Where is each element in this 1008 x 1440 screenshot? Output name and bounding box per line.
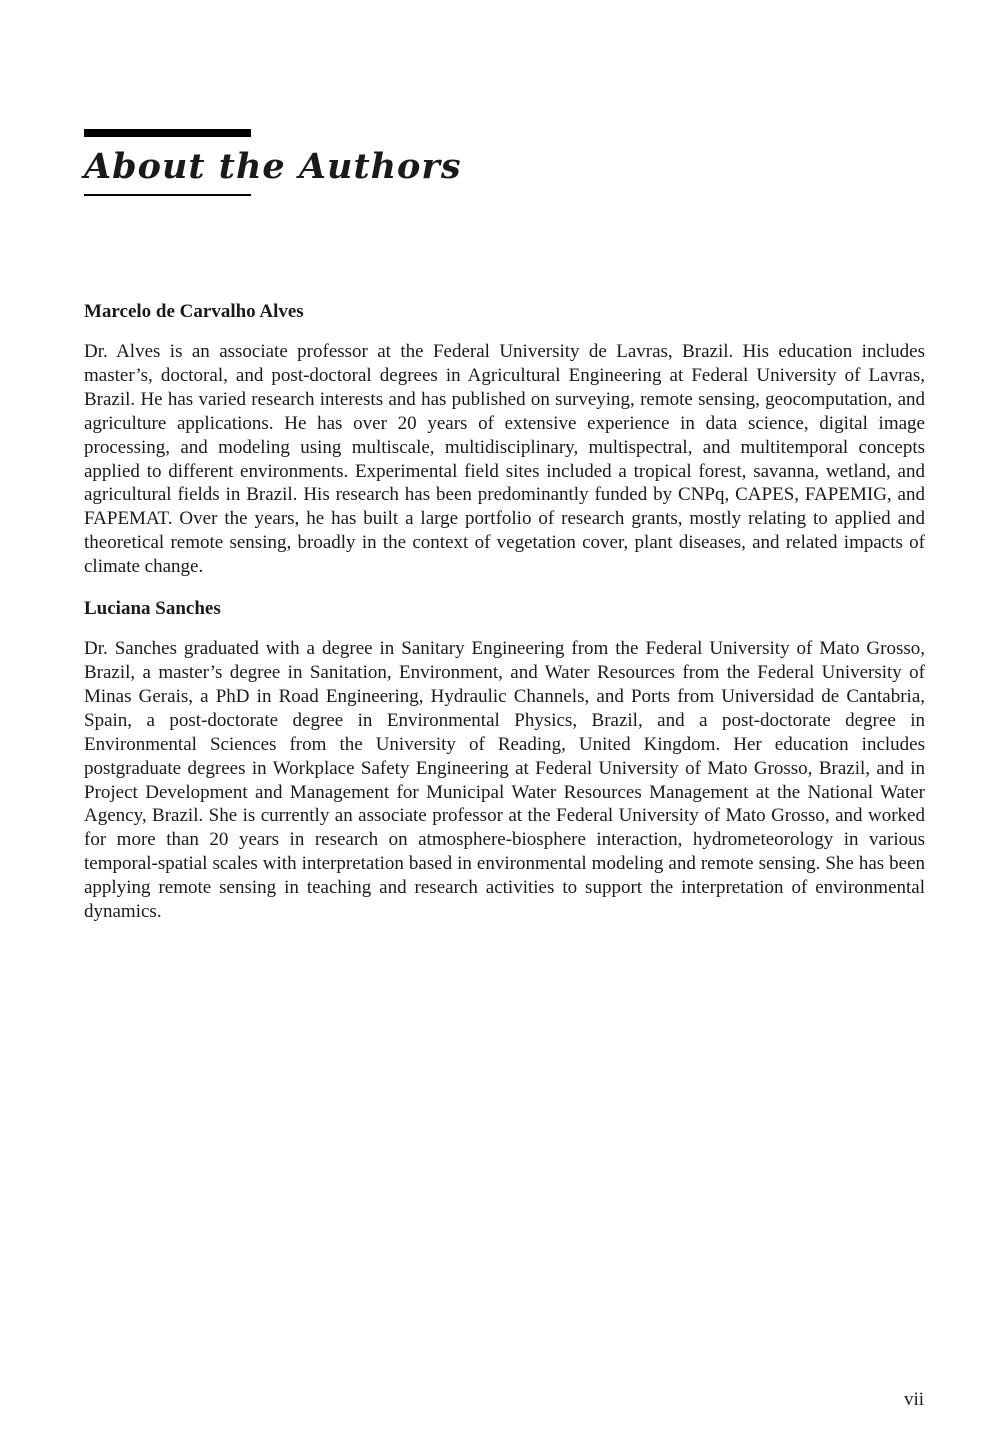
author-bio: Dr. Sanches graduated with a degree in Sanitary Engineering from the Federal University of Mato Grosso, Brazil, a master’s degree in Sanitation, Environment, and Water Resources from the Federal University of Minas Gerais, a PhD in Road Engineering, Hydraulic Channels, and Ports from Universidad de Cantabria, Spain, a post-doctorate degree in Environmental Physics, Brazil, and a post-doctorate degree in Environmental Sciences from the University of Reading, United Kingdom. Her education includes postgraduate degrees in Workplace Safety Engineering at Federal University of Mato Grosso, Brazil, and in Project Development and Management for Municipal Water Resources Management at the National Water Agency, Brazil. She is currently an associate professor at the Federal University of Mato Grosso, and worked for more than 20 years in research on atmosphere-biosphere interaction, hydrometeorology in various temporal-spatial scales with interpretation based in environmental modeling and remote sensing. She has been applying remote sensing in teaching and research activities to support the interpretation of environmental dynamics.: [84, 638, 925, 923]
author-entry: [84, 298, 925, 579]
chapter-bottom-rule: [84, 194, 251, 196]
authors-section: [84, 298, 925, 940]
author-name: Luciana Sanches: [84, 598, 221, 620]
chapter-title: About the Authors: [84, 146, 462, 187]
author-entry: [84, 595, 925, 924]
author-bio: Dr. Alves is an associate professor at the Federal University de Lavras, Brazil. His education includes master’s, doctoral, and post-doctoral degrees in Agricultural Engineering at Federal University of Lavras, Brazil. He has varied research interests and has published on surveying, remote sensing, geocomputation, and agriculture applications. He has over 20 years of extensive experience in data science, digital image processing, and modeling using multiscale, multidisciplinary, multispectral, and multitemporal concepts applied to different environments. Experimental field sites included a tropical forest, savanna, wetland, and agricultural fields in Brazil. His research has been predominantly funded by CNPq, CAPES, FAPEMIG, and FAPEMAT. Over the years, he has built a large portfolio of research grants, mostly relating to applied and theoretical remote sensing, broadly in the context of vegetation cover, plant diseases, and related impacts of climate change.: [84, 341, 925, 578]
page-number: vii: [903, 1389, 924, 1410]
chapter-top-rule: [84, 129, 251, 137]
author-name: Marcelo de Carvalho Alves: [84, 301, 304, 322]
